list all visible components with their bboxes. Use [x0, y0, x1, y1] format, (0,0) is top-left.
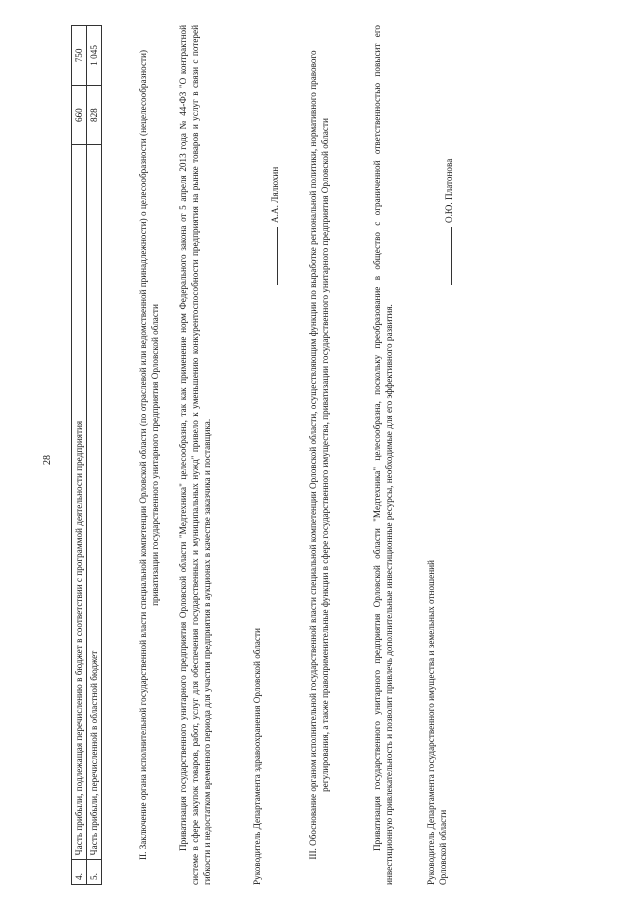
signatory-name: А.А. Лялюхин — [269, 166, 280, 223]
row-description: Часть прибыли, перечисленной в областной бюджет — [87, 145, 102, 860]
signatory-name: О.Ю. Платонова — [443, 158, 454, 223]
signatory-title: Руководитель Департамента государственного имущества и земельных отношений Орловской области — [426, 560, 449, 885]
table-row — [72, 26, 87, 885]
signatory-name-block — [443, 159, 455, 285]
signatory-name-block — [269, 167, 281, 285]
section-2-heading: II. Заключение органа исполнительной государственной власти специальной компетенции Орловской области (по отраслевой или ведомственной принадлежности) о целесообразности (нецелесообразности) приватизации государственного унитарного предприятия Орловской области — [138, 49, 161, 861]
signature-line — [451, 227, 452, 285]
section-3-signature — [425, 25, 455, 885]
profit-table — [71, 25, 102, 885]
section-2-signature — [251, 25, 281, 885]
table-row — [87, 26, 102, 885]
signature-line — [277, 227, 278, 285]
row-value-2: 1 045 — [87, 26, 102, 86]
section-3-heading: III. Обоснование органом исполнительной государственной власти специальной компетенции Орловской области, осуществляющим функции по выработке региональной политики, нормативного правового регулирования, а также правоприменительные функции в сфере государственного имущества, приватизации государственного унитарного предприятия Орловской области — [308, 50, 331, 860]
row-value-2: 750 — [72, 26, 87, 86]
row-number: 4. — [72, 860, 87, 885]
signatory-title: Руководитель Департамента здравоохранения Орловской области — [252, 628, 262, 885]
page-number: 28 — [42, 455, 53, 465]
section-2-paragraph: Приватизация государственного унитарного предприятия Орловской области "Медтехника" целесообразна, так как применение норм Федерального закона от 5 апреля 2013 года № 44-ФЗ "О контрактной системе в сфере закупок товаров, работ, услуг для обеспечения государственных и муниципальных нужд" привело к уменьшению конкурентоспособности предприятия на рынке товаров и услуг в связи с потерей гибкости и недостатком временного периода для участия предприятия в аукционах в качестве заказчика и поставщика. — [178, 25, 213, 885]
rotated-content — [65, 25, 625, 885]
row-description: Часть прибыли, подлежащая перечислению в бюджет в соответствии с программой деятельности предприятия — [72, 145, 87, 860]
row-number: 5. — [87, 860, 102, 885]
row-value-1: 660 — [72, 85, 87, 145]
section-3-paragraph: Приватизация государственного унитарного предприятия Орловской области "Медтехника" целесообразна, поскольку преобразование в общество с ограниченной ответственностью повысит его инвестиционную привлекательность и позволит привлечь дополнительные инвестиционные ресурсы, необходимые для его эффективного развития. — [372, 25, 395, 885]
row-value-1: 828 — [87, 85, 102, 145]
